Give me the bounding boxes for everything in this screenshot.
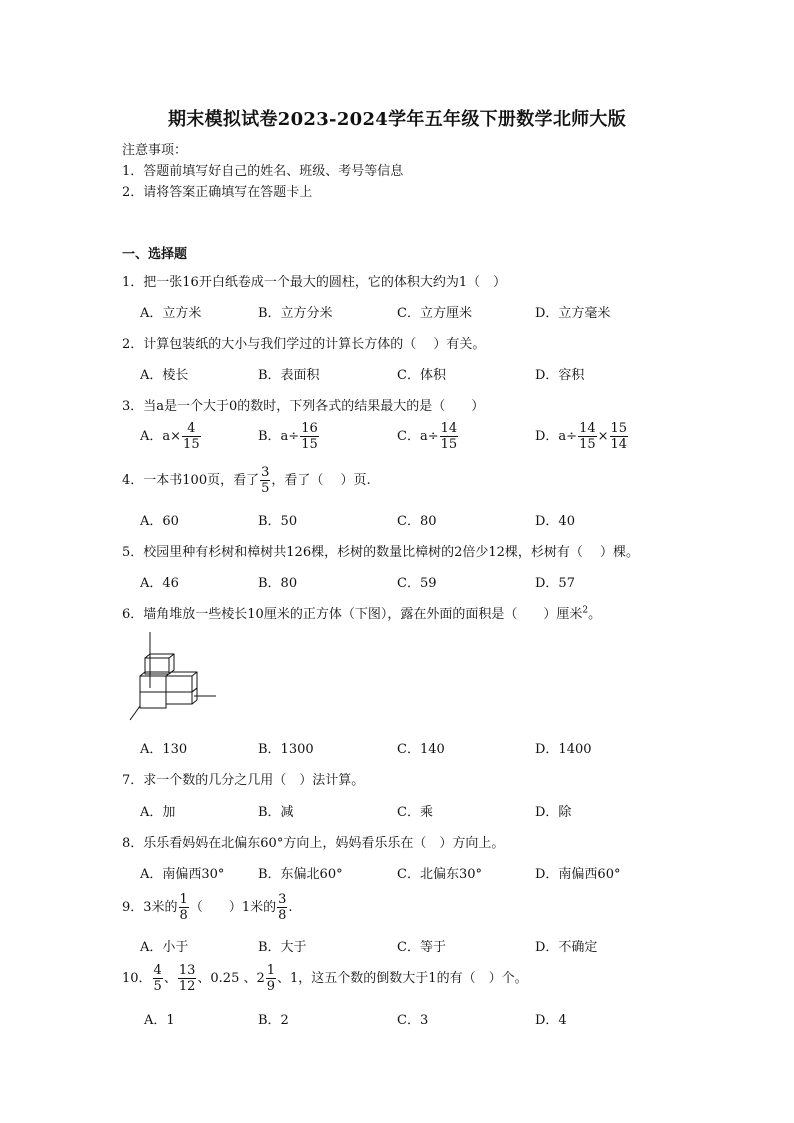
question-9-stem: 9．3米的 $\frac{1}{8}$ （ ）1米的 $\frac{3}{8}$ . [122,892,293,923]
section-title: 一、选择题 [122,247,188,262]
q3-option-d-label: D．a÷ [535,429,578,444]
q3-option-a-label: A．a× [140,429,182,444]
question-1-stem: 1．把一张16开白纸卷成一个最大的圆柱，它的体积大约为1（ ） [122,275,507,290]
q6-option-c[interactable]: C．140 [397,742,445,757]
floor-left-line [130,706,140,720]
q1-option-d[interactable]: D．立方毫米 [535,306,611,321]
fraction: $\frac{14}{15}$ [579,421,596,452]
fraction: $\frac{1}{9}$ [266,963,276,994]
q5-option-a[interactable]: A．46 [140,576,179,591]
fraction: $\frac{13}{12}$ [178,963,196,994]
fraction: $\frac{14}{15}$ [440,421,458,452]
times-sign: × [597,429,609,444]
question-10-stem: 10． $\frac{4}{5}$ 、 $\frac{13}{12}$ 、0.25 、2 $\frac{1}{9}$ 、1，这五个数的倒数大于1的有（ ）个。 [122,963,528,994]
q9-option-d[interactable]: D．不确定 [535,940,598,955]
q5-option-b[interactable]: B．80 [258,576,298,591]
notice-heading: 注意事项： [122,143,188,158]
top-cube [145,654,174,674]
q9-option-b[interactable]: B．大于 [258,940,307,955]
q8-option-c[interactable]: C．北偏东30° [397,867,482,882]
q6-option-b[interactable]: B．1300 [258,742,314,757]
fraction: $\frac{4}{5}$ [153,963,162,994]
question-7-stem: 7．求一个数的几分之几用（ ）法计算。 [122,773,365,788]
middle-right-cube [166,672,197,692]
q2-option-d[interactable]: D．容积 [535,368,585,383]
q7-option-b[interactable]: B．减 [258,805,294,820]
q4-option-b[interactable]: B．50 [258,514,298,529]
q6-option-d[interactable]: D．1400 [535,742,592,757]
q5-option-d[interactable]: D．57 [535,576,575,591]
q2-option-b[interactable]: B．表面积 [258,368,320,383]
question-5-stem: 5．校园里种有杉树和樟树共126棵，杉树的数量比樟树的2倍少12棵，杉树有（ ）棵。 [122,545,640,560]
q2-option-c[interactable]: C．体积 [397,368,446,383]
fraction: $\frac{1}{8}$ [179,892,188,923]
page-title: 期末模拟试卷2023-2024学年五年级下册数学北师大版 [167,109,627,130]
q4-option-a[interactable]: A．60 [140,514,179,529]
question-6-stem: 6．墙角堆放一些棱长10厘米的正方体（下图），露在外面的面积是（ ）厘米$^2$。 [122,605,602,622]
question-2-stem: 2．计算包装纸的大小与我们学过的计算长方体的（ ）有关。 [122,337,486,352]
q3-option-c[interactable] [397,422,459,451]
q5-option-c[interactable]: C．59 [397,576,437,591]
q10-option-d[interactable]: D．4 [535,1013,567,1028]
notice-block [122,140,403,203]
q8-option-d[interactable]: D．南偏西60° [535,867,621,882]
q8-option-b[interactable]: B．东偏北60° [258,867,343,882]
q2-option-a[interactable]: A．棱长 [140,368,189,383]
q8-option-a[interactable]: A．南偏西30° [140,867,225,882]
question-3-stem: 3．当a是一个大于0的数时，下列各式的结果最大的是（ ） [122,399,485,414]
q1-option-a[interactable]: A．立方米 [140,306,202,321]
q10-option-b[interactable]: B．2 [258,1013,289,1028]
notice-item-2: 2．请将答案正确填写在答题卡上 [122,185,313,200]
q3-option-b[interactable] [258,422,320,451]
middle-left-cube [140,672,169,692]
fraction: $\frac{15}{14}$ [610,421,628,452]
fraction: $\frac{3}{5}$ [261,465,270,496]
q3-option-a[interactable] [140,422,202,451]
q1-option-c[interactable]: C．立方厘米 [397,306,472,321]
q10-option-c[interactable]: C．3 [397,1013,429,1028]
q7-option-c[interactable]: C．乘 [397,805,433,820]
q6-option-a[interactable]: A．130 [140,742,188,757]
q10-option-a[interactable]: A．1 [144,1013,175,1028]
bottom-left-cube [140,692,166,708]
q7-option-d[interactable]: D．除 [535,805,572,820]
q3-option-d[interactable] [535,422,629,451]
q7-option-a[interactable]: A．加 [140,805,176,820]
stacked-cubes-figure [128,630,223,725]
question-8-stem: 8．乐乐看妈妈在北偏东60°方向上，妈妈看乐乐在（ ）方向上。 [122,836,505,851]
notice-item-1: 1．答题前填写好自己的姓名、班级、考号等信息 [122,164,404,179]
fraction: $\frac{3}{8}$ [278,892,287,923]
fraction: $\frac{16}{15}$ [301,421,318,452]
q9-option-a[interactable]: A．小于 [140,940,189,955]
q1-option-b[interactable]: B．立方分米 [258,306,333,321]
q3-option-c-label: C．a÷ [397,429,439,444]
q4-option-d[interactable]: D．40 [535,514,575,529]
question-4-stem: 4．一本书100页，看了 $\frac{3}{5}$ ，看了（ ）页. [122,465,371,496]
q9-option-c[interactable]: C．等于 [397,940,446,955]
fraction: $\frac{4}{15}$ [183,421,200,452]
q4-option-c[interactable]: C．80 [397,514,437,529]
q3-option-b-label: B．a÷ [258,429,300,444]
